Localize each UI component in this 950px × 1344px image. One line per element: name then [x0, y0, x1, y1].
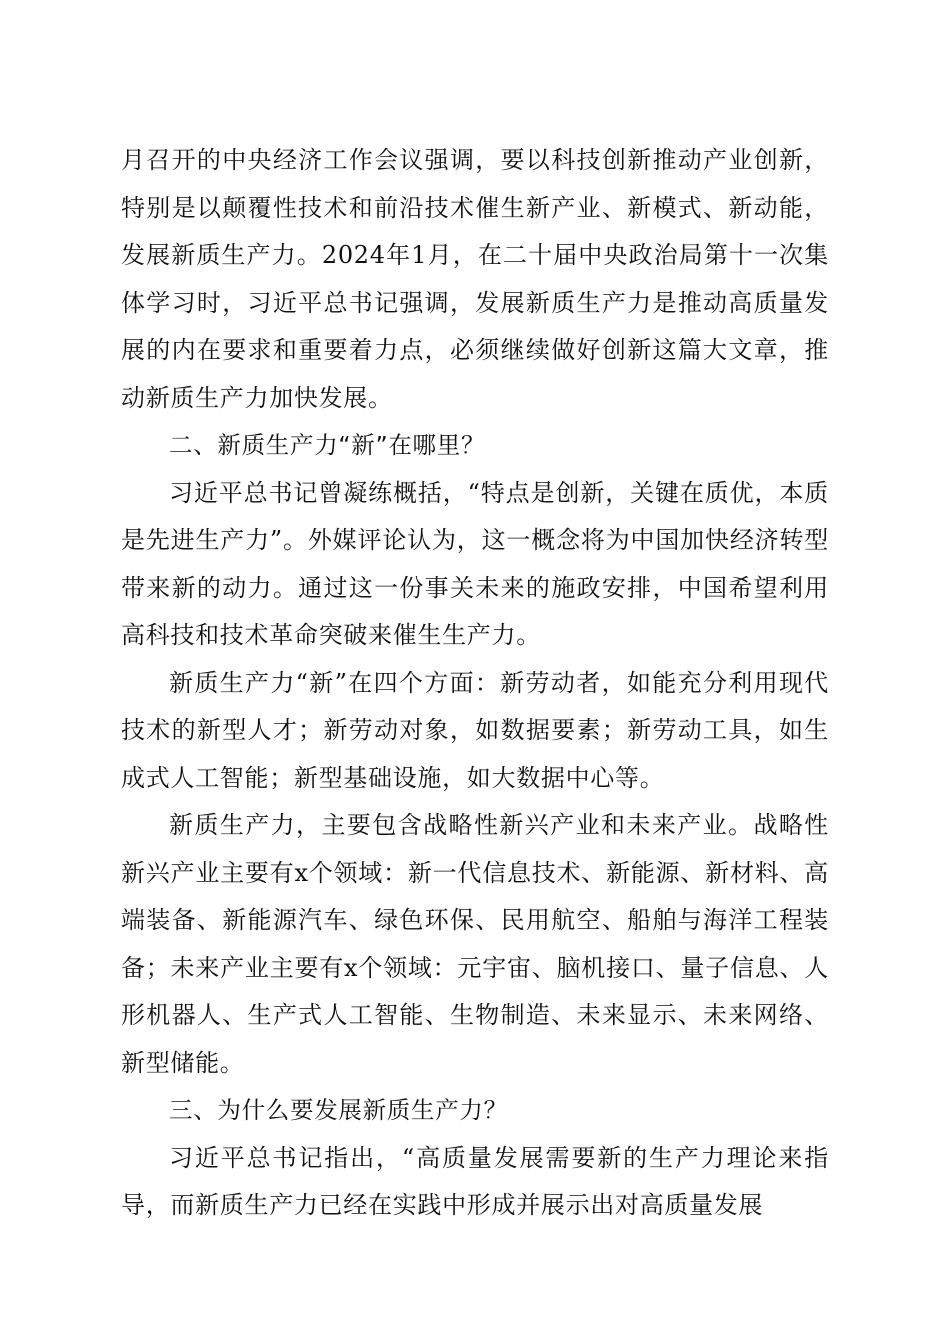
section-3-heading: 三、为什么要发展新质生产力？: [169, 1096, 508, 1124]
section-2-heading: 二、新质生产力“新”在哪里？: [169, 431, 486, 459]
section-3-paragraph-1: 习近平总书记指出，“高质量发展需要新的生产力理论来指导，而新质生产力已经在实践中形成并展示出对高质量发展: [121, 1143, 829, 1219]
document-body: [121, 137, 829, 1230]
continuation-paragraph: 月召开的中央经济工作会议强调，要以科技创新推动产业创新，特别是以颠覆性技术和前沿技术催生新产业、新模式、新动能，发展新质生产力。2024年1月，在二十届中央政治局第十一次集体学习时，习近平总书记强调，发展新质生产力是推动高质量发展的内在要求和重要着力点，必须继续做好创新这篇大文章，推动新质生产力加快发展。: [121, 146, 829, 412]
section-2-paragraph-3: 新质生产力，主要包含战略性新兴产业和未来产业。战略性新兴产业主要有x个领域：新一代信息技术、新能源、新材料、高端装备、新能源汽车、绿色环保、民用航空、船舶与海洋工程装备；未来产业主要有x个领域：元宇宙、脑机接口、量子信息、人形机器人、生产式人工智能、生物制造、未来显示、未来网络、新型储能。: [121, 811, 829, 1077]
section-2-paragraph-2: 新质生产力“新”在四个方面：新劳动者，如能充分利用现代技术的新型人才；新劳动对象，如数据要素；新劳动工具，如生成式人工智能；新型基础设施，如大数据中心等。: [121, 668, 829, 792]
section-2-paragraph-1: 习近平总书记曾凝练概括，“特点是创新，关键在质优，本质是先进生产力”。外媒评论认为，这一概念将为中国加快经济转型带来新的动力。通过这一份事关未来的施政安排，中国希望利用高科技和技术革命突破来催生生产力。: [121, 478, 829, 649]
